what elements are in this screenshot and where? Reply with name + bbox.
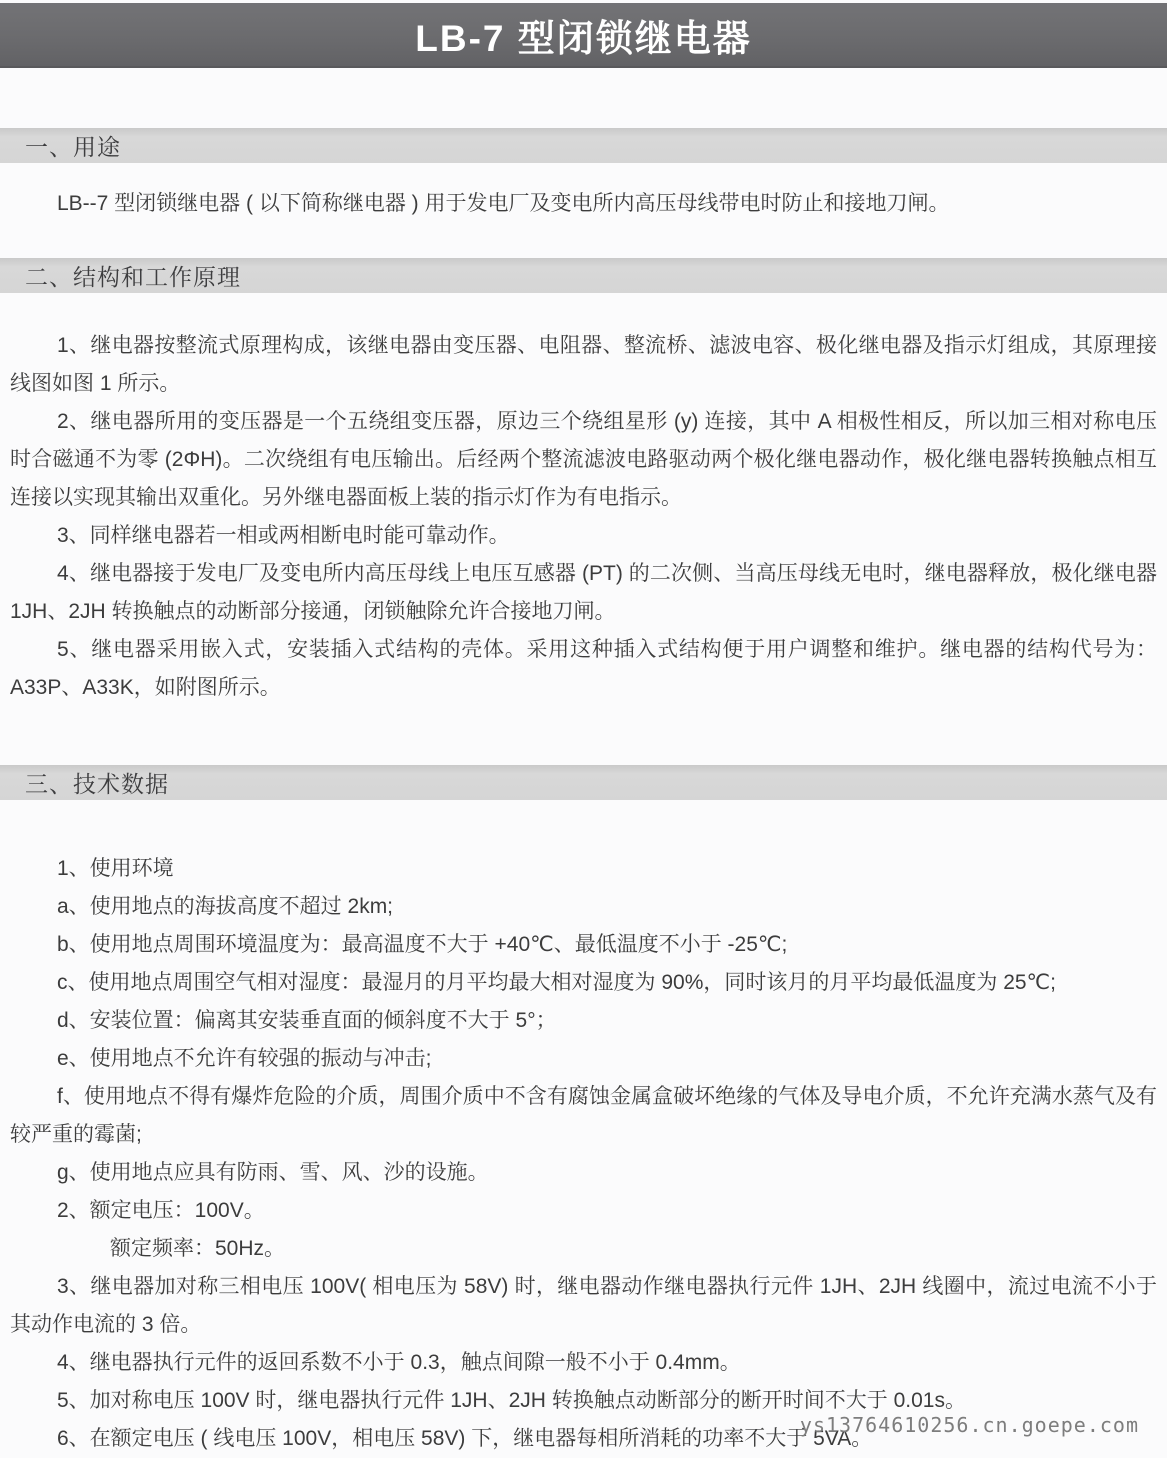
- tech-item-3: 3、继电器加对称三相电压 100V( 相电压为 58V) 时，继电器动作继电器执行元件 1JH、2JH 线圈中，流过电流不小于其动作电流的 3 倍。: [10, 1275, 1157, 1336]
- section-usage: [0, 128, 1167, 223]
- principle-paragraph-4: 4、继电器接于发电厂及变电所内高压母线上电压互感器 (PT) 的二次侧、当高压母线无电时，继电器释放，极化继电器 1JH、2JH 转换触点的动断部分接通，闭锁触除允许合接地刀闸。: [10, 562, 1157, 623]
- tech-item-1: 1、使用环境: [57, 857, 174, 880]
- tech-item-5: 5、加对称电压 100V 时，继电器执行元件 1JH、2JH 转换触点动断部分的断开时间不大于 0.01s。: [57, 1389, 966, 1412]
- tech-item-6: 6、在额定电压 ( 线电压 100V，相电压 58V) 下，继电器每相所消耗的功率不大于 5VA。: [57, 1427, 873, 1450]
- tech-item-1b: b、使用地点周围环境温度为：最高温度不大于 +40℃、最低温度不小于 -25℃;: [57, 933, 788, 956]
- tech-item-1f: f、使用地点不得有爆炸危险的介质，周围介质中不含有腐蚀金属盒破坏绝缘的气体及导电介质，不允许充满水蒸气及有较严重的霉菌;: [10, 1085, 1157, 1146]
- tech-item-2-frequency: 额定频率：50Hz。: [110, 1237, 286, 1260]
- principle-paragraph-5: 5、继电器采用嵌入式，安装插入式结构的壳体。采用这种插入式结构便于用户调整和维护。继电器的结构代号为：A33P、A33K，如附图所示。: [10, 638, 1157, 699]
- tech-item-1d: d、安装位置：偏离其安装垂直面的倾斜度不大于 5°；: [57, 1009, 557, 1032]
- principle-paragraph-3: 3、同样继电器若一相或两相断电时能可靠动作。: [57, 524, 510, 547]
- document-page: [0, 3, 1167, 1458]
- section-body-usage: [0, 163, 1167, 223]
- section-heading-tech-data-label: 三、技术数据: [25, 771, 169, 797]
- section-tech-data: [0, 765, 1167, 1458]
- principle-paragraph-1: 1、继电器按整流式原理构成，该继电器由变压器、电阻器、整流桥、滤波电容、极化继电器及指示灯组成，其原理接线图如图 1 所示。: [10, 334, 1157, 395]
- tech-item-1a: a、使用地点的海拔高度不超过 2km;: [57, 895, 394, 918]
- section-heading-usage-label: 一、用途: [25, 134, 121, 160]
- page-title: LB-7 型闭锁继电器: [415, 17, 752, 59]
- section-body-tech-data: [0, 800, 1167, 1458]
- tech-item-1e: e、使用地点不允许有较强的振动与冲击;: [57, 1047, 432, 1070]
- principle-paragraph-2: 2、继电器所用的变压器是一个五绕组变压器，原边三个绕组星形 (y) 连接，其中 A 相极性相反，所以加三相对称电压时合磁通不为零 (2ΦH)。二次绕组有电压输出。后经两个整流滤波电路驱动两个极化继电器动作，极化继电器转换触点相互连接以实现其输出双重化。另外继电器面板上装的指示灯作为有电指示。: [10, 410, 1157, 509]
- tech-item-2-voltage: 2、额定电压：100V。: [57, 1199, 265, 1222]
- tech-item-4: 4、继电器执行元件的返回系数不小于 0.3，触点间隙一般不小于 0.4mm。: [57, 1351, 741, 1374]
- document-title-bar: [0, 3, 1167, 68]
- usage-paragraph: LB--7 型闭锁继电器 ( 以下简称继电器 ) 用于发电厂及变电所内高压母线带电时防止和接地刀闸。: [57, 192, 950, 215]
- section-heading-tech-data: [0, 765, 1167, 800]
- section-body-principle: [0, 293, 1167, 707]
- section-heading-usage: [0, 128, 1167, 163]
- tech-item-1g: g、使用地点应具有防雨、雪、风、沙的设施。: [57, 1161, 489, 1184]
- tech-item-1c: c、使用地点周围空气相对湿度：最湿月的月平均最大相对湿度为 90%，同时该月的月平均最低温度为 25℃;: [57, 971, 1056, 994]
- section-heading-principle: [0, 258, 1167, 293]
- watermark: ys13764610256.cn.goepe.com: [799, 1413, 1139, 1437]
- section-heading-principle-label: 二、结构和工作原理: [25, 264, 241, 290]
- section-principle: [0, 258, 1167, 707]
